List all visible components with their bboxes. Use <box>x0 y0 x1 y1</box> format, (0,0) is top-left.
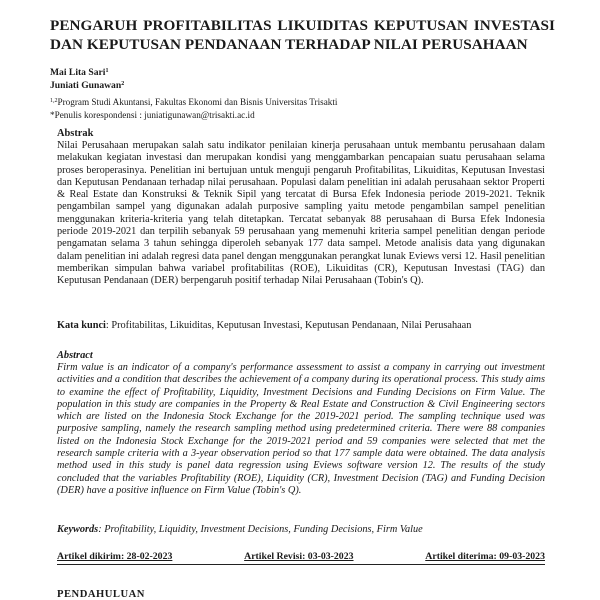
date-submitted: Artikel dikirim: 28-02-2023 <box>57 551 173 562</box>
paper-title <box>50 16 555 54</box>
date-revised: Artikel Revisi: 03-03-2023 <box>244 551 354 562</box>
author-list <box>50 66 124 92</box>
kata-kunci: Kata kunci: Profitabilitas, Likuiditas, Keputusan Investasi, Keputusan Pendanaan, Nilai Perusahaan <box>57 320 472 331</box>
keywords: Keywords: Profitability, Liquidity, Investment Decisions, Funding Decisions, Firm Value <box>57 524 423 535</box>
affiliation: $^{1,2}$Program Studi Akuntansi, Fakultas Ekonomi dan Bisnis Universitas Trisakti <box>50 97 338 107</box>
author: Mai Lita Sari$^1$ <box>50 67 109 78</box>
correspondence-email: *Penulis korespondensi : juniatigunawan@trisakti.ac.id <box>50 110 255 120</box>
title-line-2: DAN KEPUTUSAN PENDANAAN TERHADAP NILAI PERUSAHAAN <box>50 36 528 53</box>
abstract-heading: Abstract <box>57 350 93 361</box>
author: Juniati Gunawan$^2$ <box>50 80 125 91</box>
abstrak-heading: Abstrak <box>57 128 94 139</box>
article-dates <box>57 550 545 565</box>
title-line-1: PENGARUH PROFITABILITAS LIKUIDITAS KEPUTUSAN INVESTASI <box>50 17 555 34</box>
date-accepted: Artikel diterima: 09-03-2023 <box>425 551 545 562</box>
abstrak-body: Nilai Perusahaan merupakan salah satu indikator penilaian kinerja perusahaan untuk membantu perusahaan dalam melakukan kegiatan investasi dan merupakan kondisi yang menggambarkan pencapaian suatu perusahaan selama proses beroperasinya. Penelitian ini bertujuan untuk menguji pengaruh Profitabilitas, Likuiditas, Keputusan Investasi dan Keputusan Pendanaan terhadap nilai perusahaan. Populasi dalam penelitian ini adalah perusahaan sektor Properti & Real Estate dan Konstruksi & Teknik Sipil yang tercatat di Bursa Efek Indonesia periode 2019-2021. Teknik pengambilan sampel yang digunakan adalah purposive sampling yaitu metode pengambilan sampel penelitian menggunakan kriteria-kriteria yang telah ditetapkan. Tercatat sebanyak 88 perusahaan di Bursa Efek Indonesia periode 2019-2021 dan terpilih sebanyak 59 perusahaan yang memenuhi kriteria sampel penelitian dengan periode pengamatan selama 3 tahun sehingga diperoleh sebanyak 177 data sampel. Metode analisis data yang digunakan dalam penelitian ini adalah regresi data panel dengan menggunakan perangkat lunak Eviews versi 12. Hasil penelitian memberikan simpulan bahwa variabel profitabilitas (ROE), Likuiditas (CR), Keputusan Investasi (TAG) dan Keputusan Pendanaan (DER) berpengaruh positif terhadap Nilai Perusahaan (Tobin's Q). <box>57 140 545 287</box>
affiliation-block <box>50 96 337 122</box>
section-heading-introduction: PENDAHULUAN <box>57 589 145 600</box>
abstract-body: Firm value is an indicator of a company's performance assessment to assist a company in carrying out investment activities and a condition that describes the achievement of a company during its operational process. This study aims to examine the effect of Profitability, Liquidity, Investment Decisions and Funding Decisions on Firm Value. The population in this study are companies in the Property & Real Estate and Construction & Civil Engineering sectors which are listed on the Indonesia Stock Exchange for the 2019-2021 period. The sampling technique used was purposive sampling, namely the research sampling method using predetermined criteria. There were 88 companies listed on the Indonesia Stock Exchange for the 2019-2021 period and 59 companies were selected that met the research sample criteria with a 3-year observation period so that 177 sample data were obtained. The data analysis method used in this study is panel data regression using Eviews software version 12. The results of the study concluded that the variables Profitability (ROE), Liquidity (CR), Investment Decision (TAG) and Funding Decision (DER) have a positive influence on Firm Value (Tobin's Q). <box>57 362 545 496</box>
